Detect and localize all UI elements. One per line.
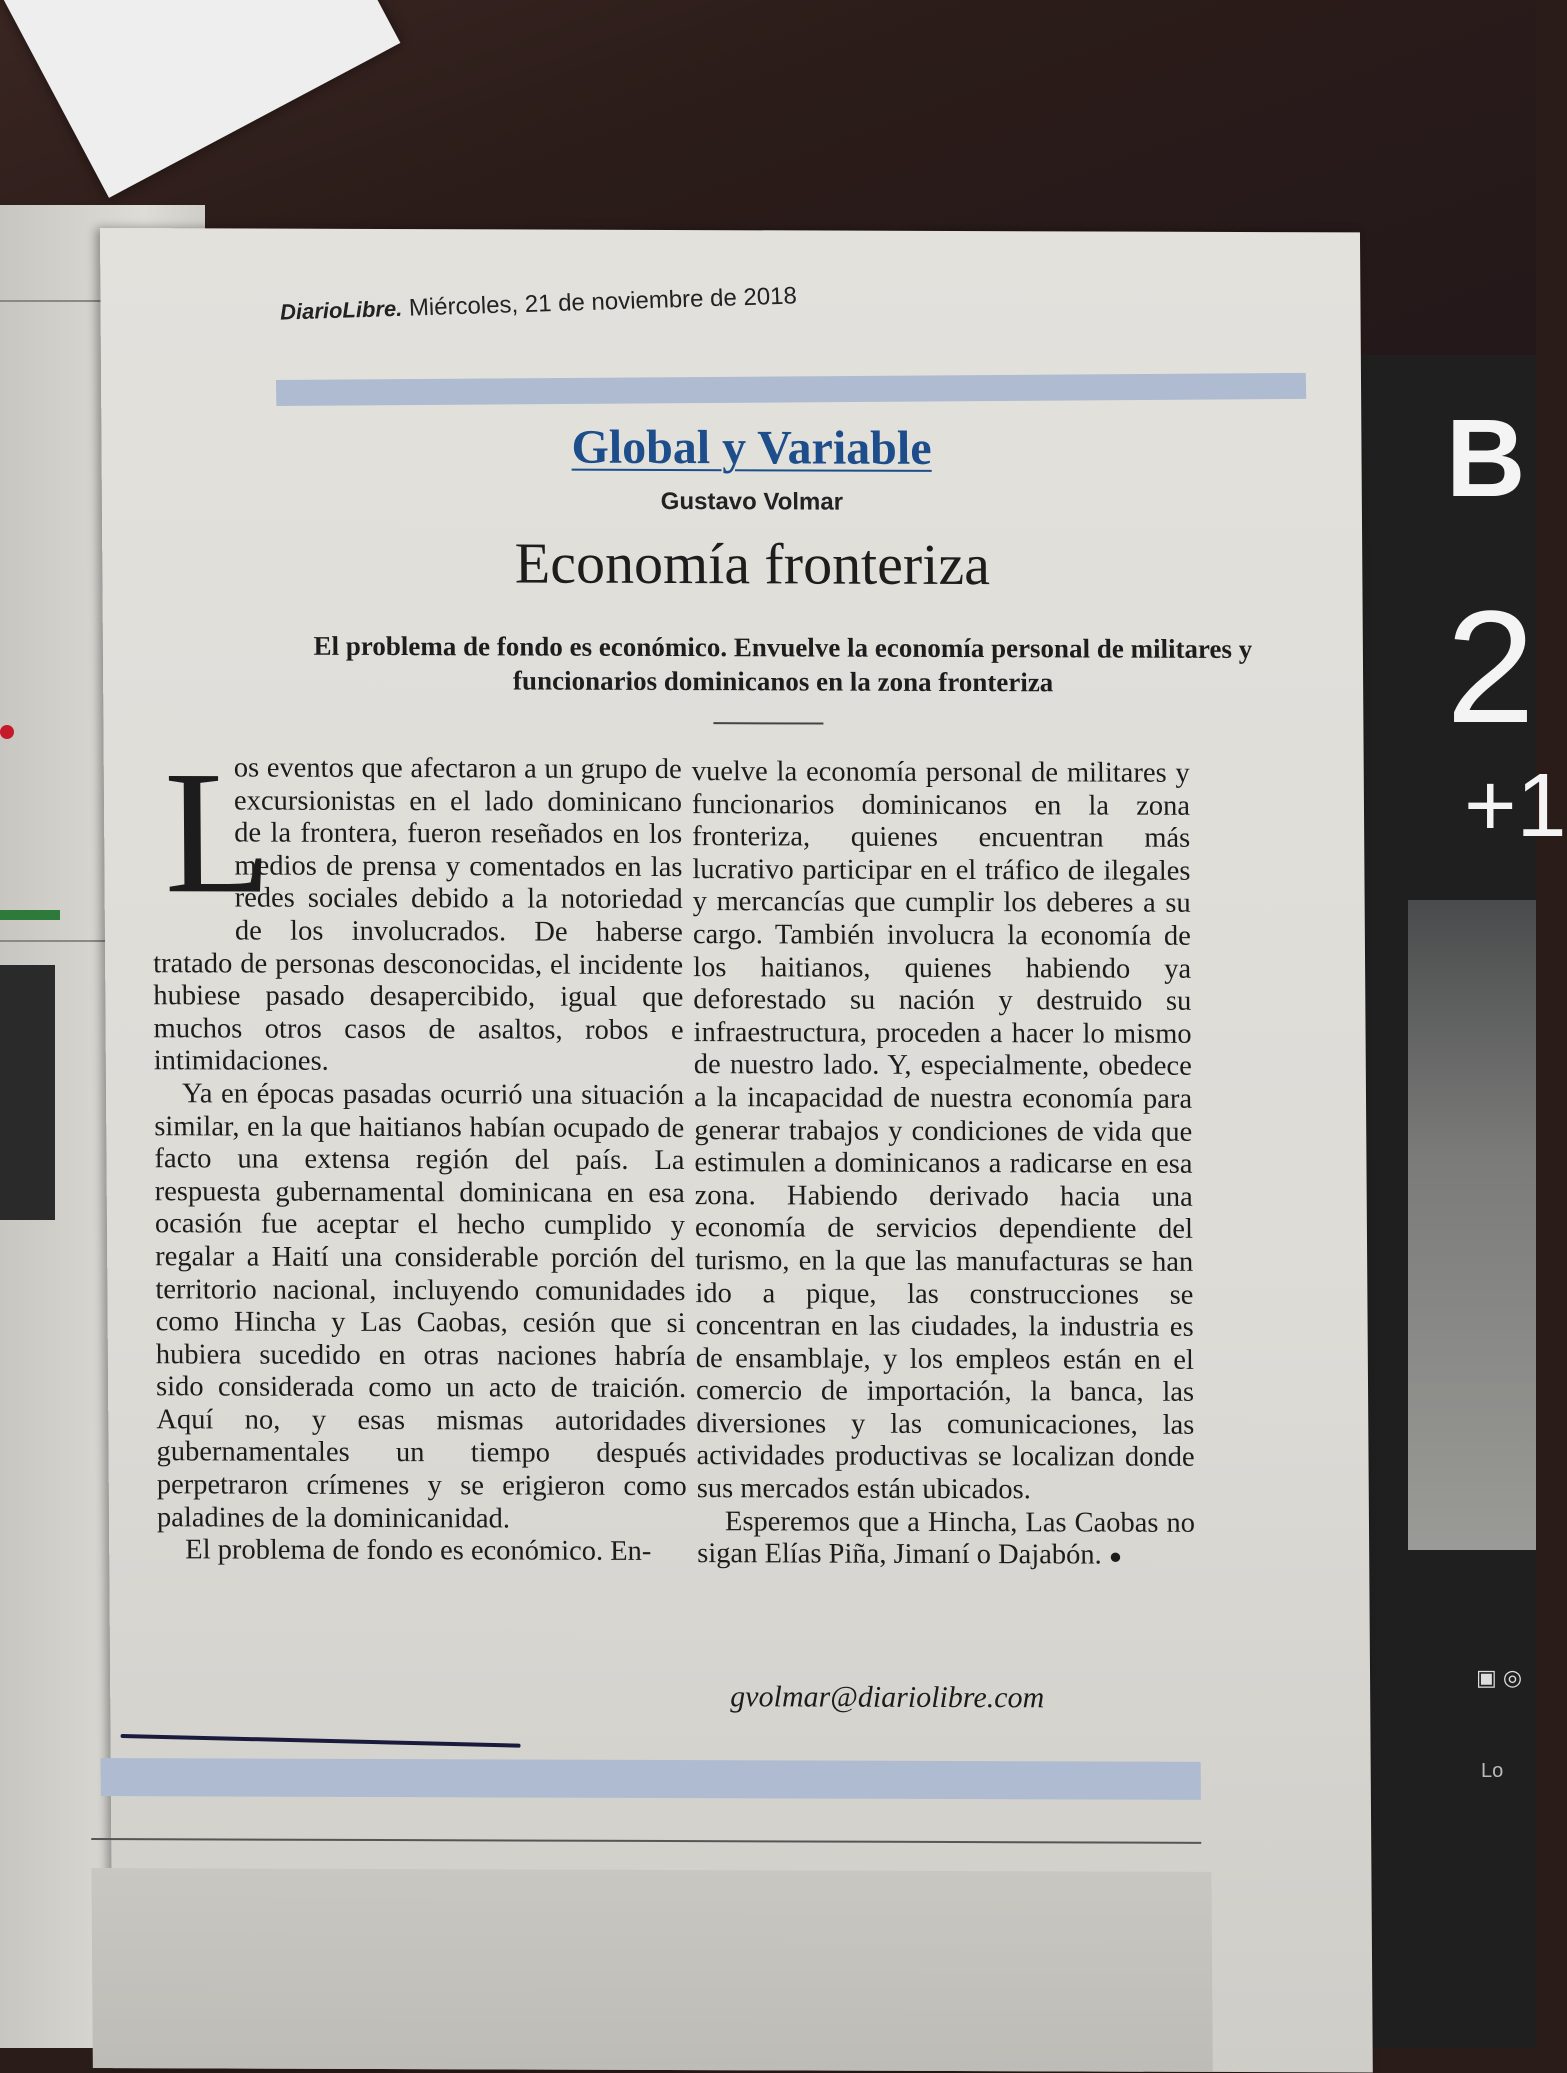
ad-photo bbox=[1408, 900, 1536, 1550]
newspaper-page bbox=[100, 228, 1373, 2072]
social-icons bbox=[1476, 1665, 1522, 1691]
brand-logo: DiarioLibre. bbox=[279, 295, 403, 325]
paragraph: El problema de fondo es económico. En- bbox=[185, 1534, 652, 1568]
ad-number: 2 bbox=[1446, 577, 1535, 756]
accent-bar-bottom bbox=[101, 1758, 1201, 1800]
author-email: gvolmar@diariolibre.com bbox=[730, 1680, 1045, 1715]
article-column-2 bbox=[692, 756, 1196, 1574]
ad-plus-one: +1 bbox=[1464, 756, 1567, 856]
dark-image-block bbox=[0, 965, 55, 1220]
pen-underline bbox=[121, 1734, 521, 1748]
accent-bar-top bbox=[276, 373, 1306, 406]
next-article-area bbox=[91, 1868, 1212, 2072]
paragraph: os eventos que afectaron a un grupo de excursionistas en el lado dominicano de la frontera, fueron reseñados en los medios de prensa y comentados en las redes sociales debido a la notoriedad de los involucrados. De haberse tratado de personas desconocidas, el incidente hubiese pasado desapercibido, igual que muchos otros casos de asaltos, robos e intimidaciones. bbox=[153, 752, 684, 1078]
paragraph: vuelve la economía personal de militares y funcionarios dominicanos en la zona fronteriza, quienes encuentran más lucrativo participar en el tráfico de ilegales y mercancías que cumplir los deberes a su cargo. También involucra la economía de los haitianos, quienes habiendo ya deforestado su nación y destruido su infraestructura, proceden a hacer lo mismo de nuestro lado. Y, especialmente, obedece a la incapacidad de nuestra economía para generar trabajos y condiciones de vida que estimulen a dominicanos a radicarse en esa zona. Habiendo derivado hacia una economía de servicios dependiente del turismo, en la que las manufacturas se han ido a pique, las construcciones se concentran en las ciudades, la industria es de ensamblaje, y los empleos están en el comercio de importación, la banca, las diversiones y las comunicaciones, las actividades productivas se localizan donde sus mercados están ubicados. bbox=[691, 756, 1195, 1506]
instagram-icon: ◎ bbox=[1502, 1665, 1523, 1690]
end-mark: ● bbox=[1108, 1543, 1123, 1569]
divider bbox=[91, 1838, 1201, 1844]
column-name: Global y Variable bbox=[571, 420, 932, 475]
drop-cap: L bbox=[163, 735, 273, 931]
green-strip bbox=[0, 910, 60, 920]
paragraph: Esperemos que a Hincha, Las Caobas no sigan Elías Piña, Jimaní o Dajabón. bbox=[697, 1505, 1196, 1571]
deck-rule bbox=[713, 722, 823, 724]
headline: Economía fronteriza bbox=[514, 530, 991, 598]
ad-letter: B bbox=[1446, 397, 1526, 520]
red-marker bbox=[0, 725, 14, 739]
facebook-icon: ▣ bbox=[1476, 1665, 1497, 1690]
paragraph: Ya en épocas pasadas ocurrió una situación similar, en la que haitianos habían ocupado de facto una extensa región del país. La respuesta gubernamental dominicana en esa ocasión fue aceptar el hecho cumplido y regalar a Haití una considerable porción del territorio nacional, incluyendo comunidades como Hincha y Las Caobas, cesión que si hubiera sucedido en otras naciones habría sido considerada como un acto de traición. Aquí no, y esas mismas autoridades gubernamentales un tiempo después perpetraron crímenes y se erigieron como paladines de la dominicanidad. bbox=[154, 1078, 687, 1535]
author-byline: Gustavo Volmar bbox=[660, 487, 844, 516]
ad-footer-text: Lo bbox=[1481, 1760, 1504, 1782]
issue-date: Miércoles, 21 de noviembre de 2018 bbox=[408, 282, 798, 322]
masthead bbox=[280, 282, 798, 326]
article-column-1 bbox=[152, 735, 688, 1569]
deck-subheading: El problema de fondo es económico. Envuelve la economía personal de militares y funcionarios dominicanos en la zona fronteriza bbox=[313, 630, 1253, 698]
